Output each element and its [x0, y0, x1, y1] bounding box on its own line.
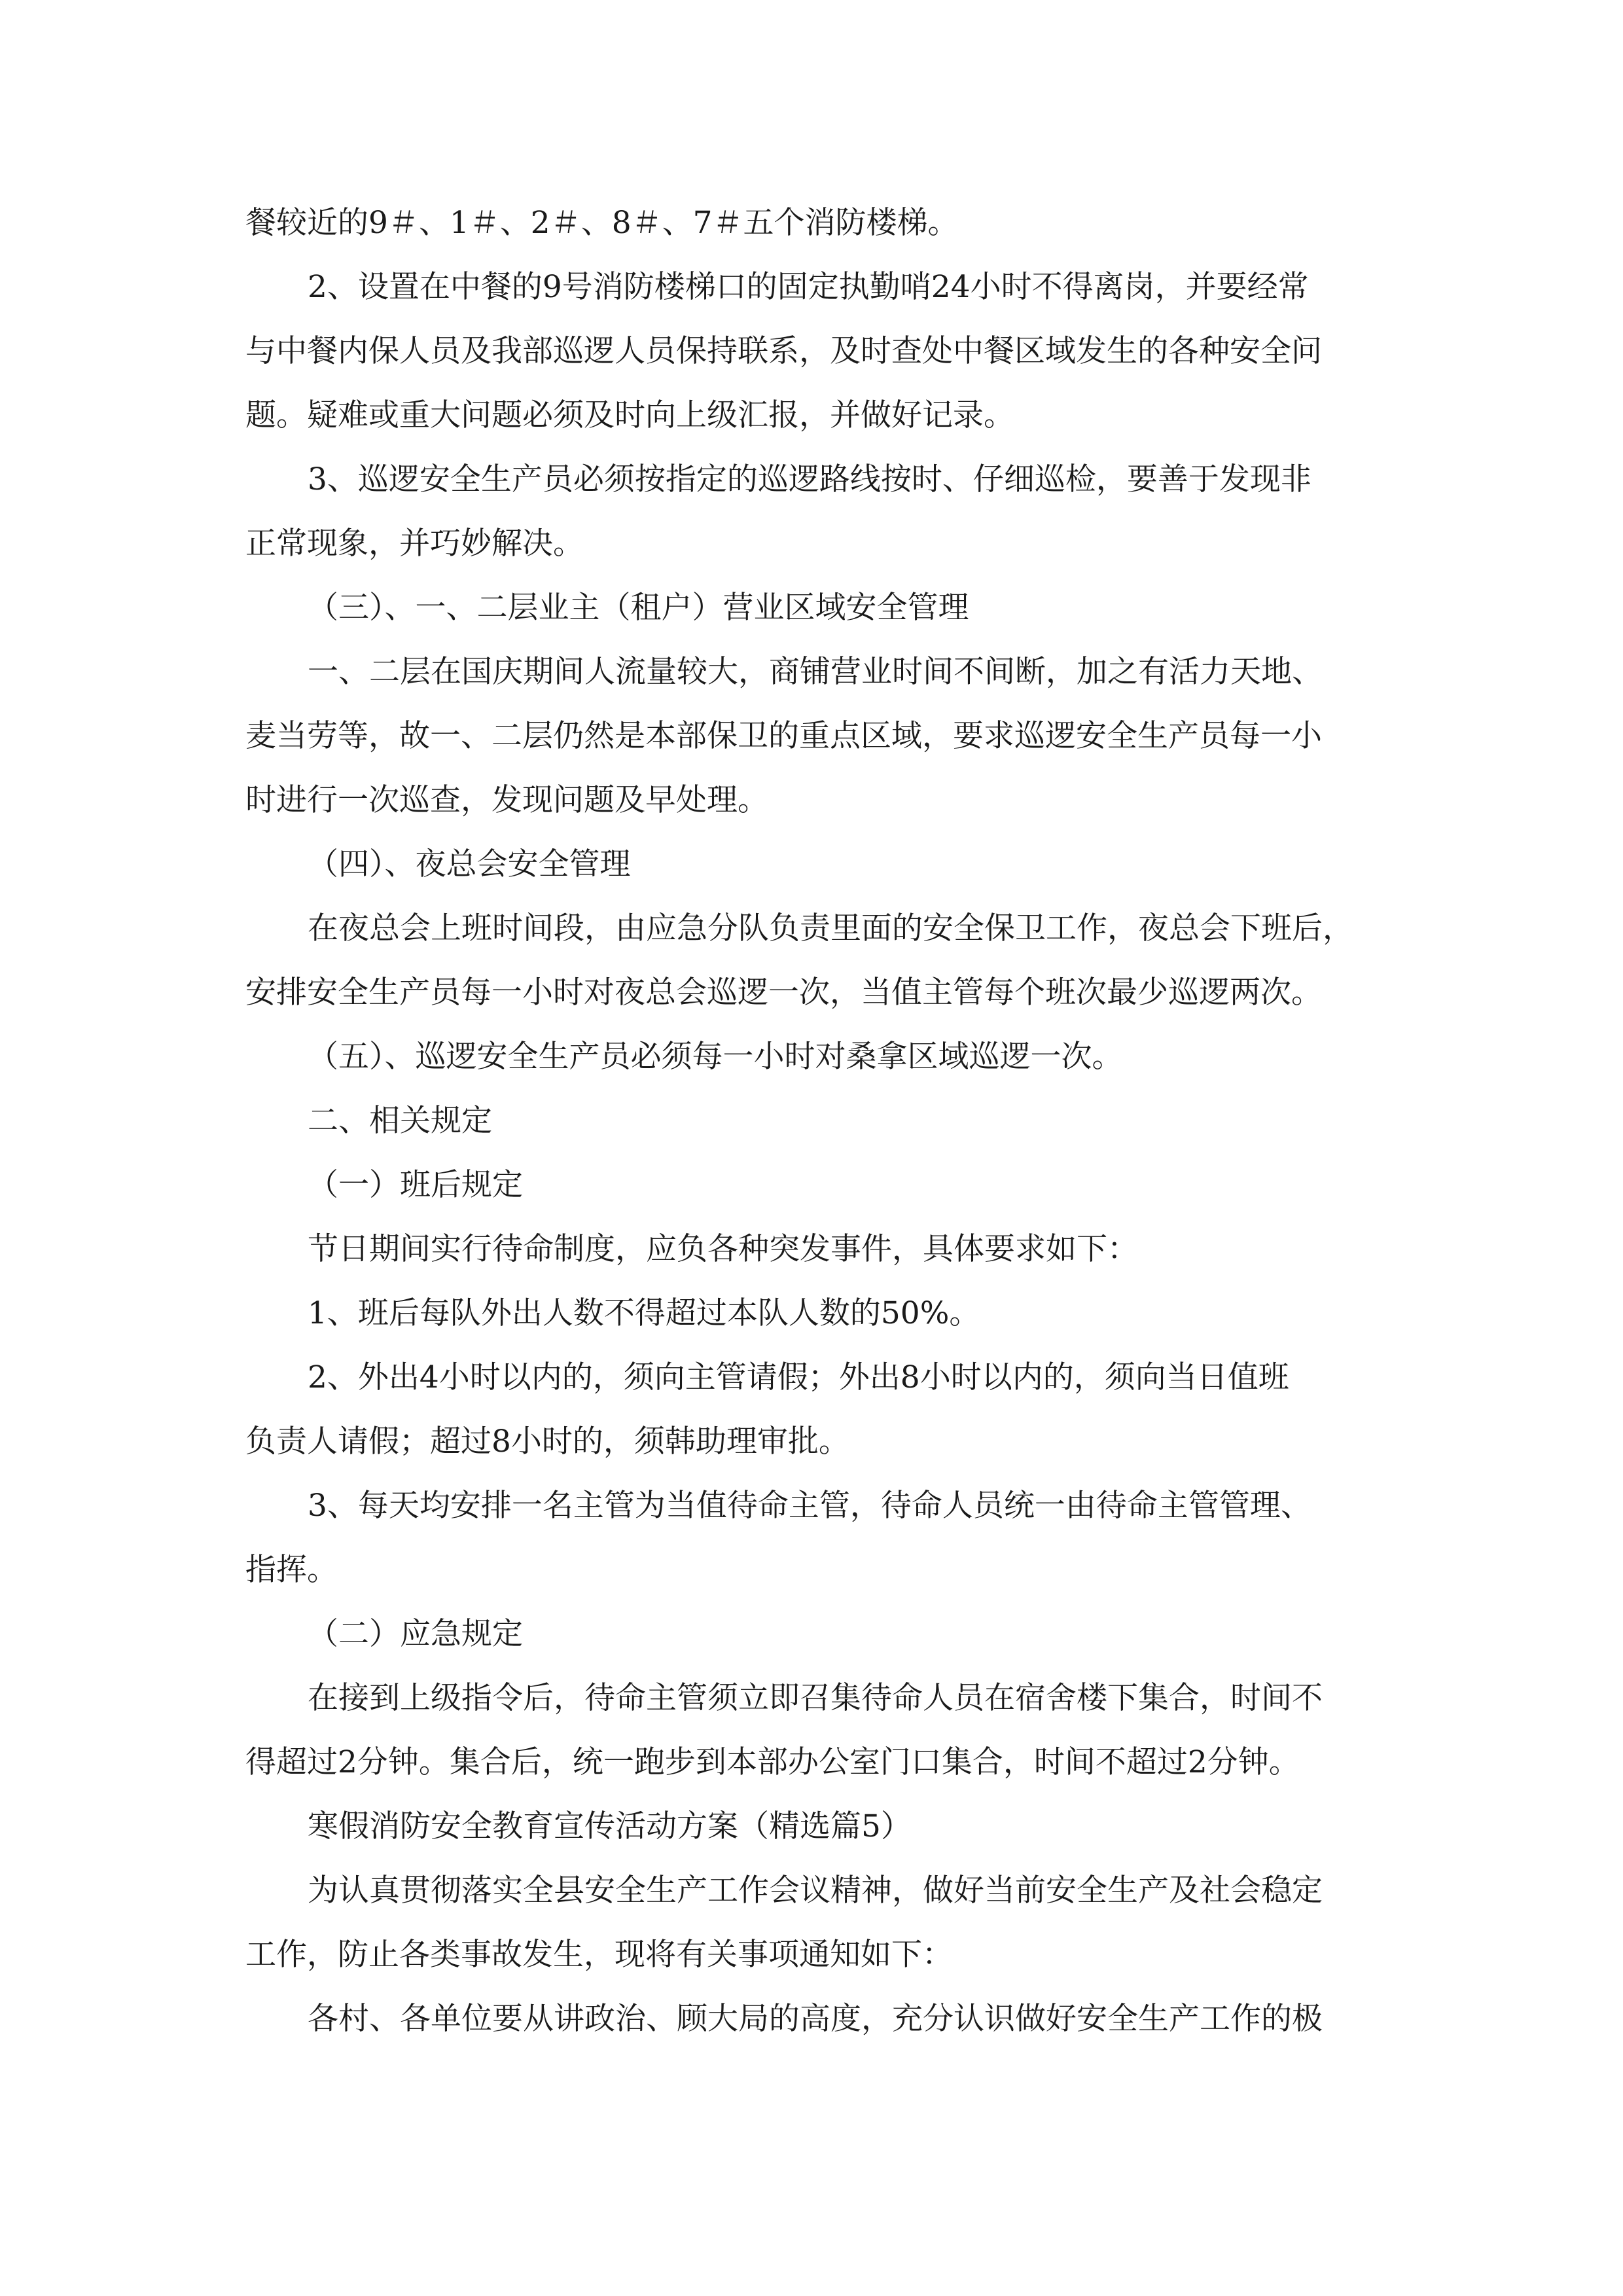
- text-line: 与中餐内保人员及我部巡逻人员保持联系，及时查处中餐区域发生的各种安全问: [245, 333, 1322, 369]
- text-line: 3、每天均安排一名主管为当值待命主管，待命人员统一由待命主管管理、: [308, 1488, 1311, 1524]
- text-line: 工作，防止各类事故发生，现将有关事项通知如下：: [245, 1937, 953, 1973]
- text-line: 二、相关规定: [308, 1103, 492, 1139]
- text-line: 正常现象，并巧妙解决。: [245, 526, 584, 562]
- text-line: 1、班后每队外出人数不得超过本队人数的50%。: [308, 1295, 980, 1331]
- text-line: （二）应急规定: [308, 1616, 523, 1652]
- text-line: 3、巡逻安全生产员必须按指定的巡逻路线按时、仔细巡检，要善于发现非: [308, 461, 1311, 497]
- text-line: 麦当劳等，故一、二层仍然是本部保卫的重点区域，要求巡逻安全生产员每一小: [245, 718, 1322, 754]
- text-line: 为认真贯彻落实全县安全生产工作会议精神，做好当前安全生产及社会稳定: [308, 1873, 1323, 1909]
- text-line: 2、设置在中餐的9号消防楼梯口的固定执勤哨24小时不得离岗，并要经常: [308, 269, 1309, 305]
- text-line: 各村、各单位要从讲政治、顾大局的高度，充分认识做好安全生产工作的极: [308, 2001, 1323, 2037]
- text-line: 节日期间实行待命制度，应负各种突发事件，具体要求如下：: [308, 1231, 1138, 1267]
- text-line: 安排安全生产员每一小时对夜总会巡逻一次，当值主管每个班次最少巡逻两次。: [245, 975, 1322, 1011]
- text-line: 一、二层在国庆期间人流量较大，商铺营业时间不间断，加之有活力天地、: [308, 654, 1323, 690]
- text-line: （四）、夜总会安全管理: [308, 846, 631, 882]
- document-body: [245, 191, 1381, 2051]
- text-line: （五）、巡逻安全生产员必须每一小时对桑拿区域巡逻一次。: [308, 1039, 1123, 1075]
- text-line: 寒假消防安全教育宣传活动方案（精选篇5）: [308, 1808, 912, 1844]
- text-line: 负责人请假；超过8小时的，须韩助理审批。: [245, 1424, 849, 1460]
- text-line: 餐较近的9＃、1＃、2＃、8＃、7＃五个消防楼梯。: [245, 205, 959, 241]
- text-line: （三）、一、二层业主（租户）营业区域安全管理: [308, 590, 969, 626]
- text-line: 时进行一次巡查，发现问题及早处理。: [245, 782, 768, 818]
- text-line: 得超过2分钟。集合后，统一跑步到本部办公室门口集合，时间不超过2分钟。: [245, 1744, 1300, 1780]
- text-line: 题。疑难或重大问题必须及时向上级汇报，并做好记录。: [245, 397, 1014, 433]
- text-line: 在接到上级指令后，待命主管须立即召集待命人员在宿舍楼下集合，时间不: [308, 1680, 1323, 1716]
- text-line: 2、外出4小时以内的，须向主管请假；外出8小时以内的，须向当日值班: [308, 1359, 1289, 1395]
- text-line: （一）班后规定: [308, 1167, 523, 1203]
- text-line: 在夜总会上班时间段，由应急分队负责里面的安全保卫工作，夜总会下班后，: [308, 910, 1353, 946]
- text-line: 指挥。: [245, 1552, 338, 1588]
